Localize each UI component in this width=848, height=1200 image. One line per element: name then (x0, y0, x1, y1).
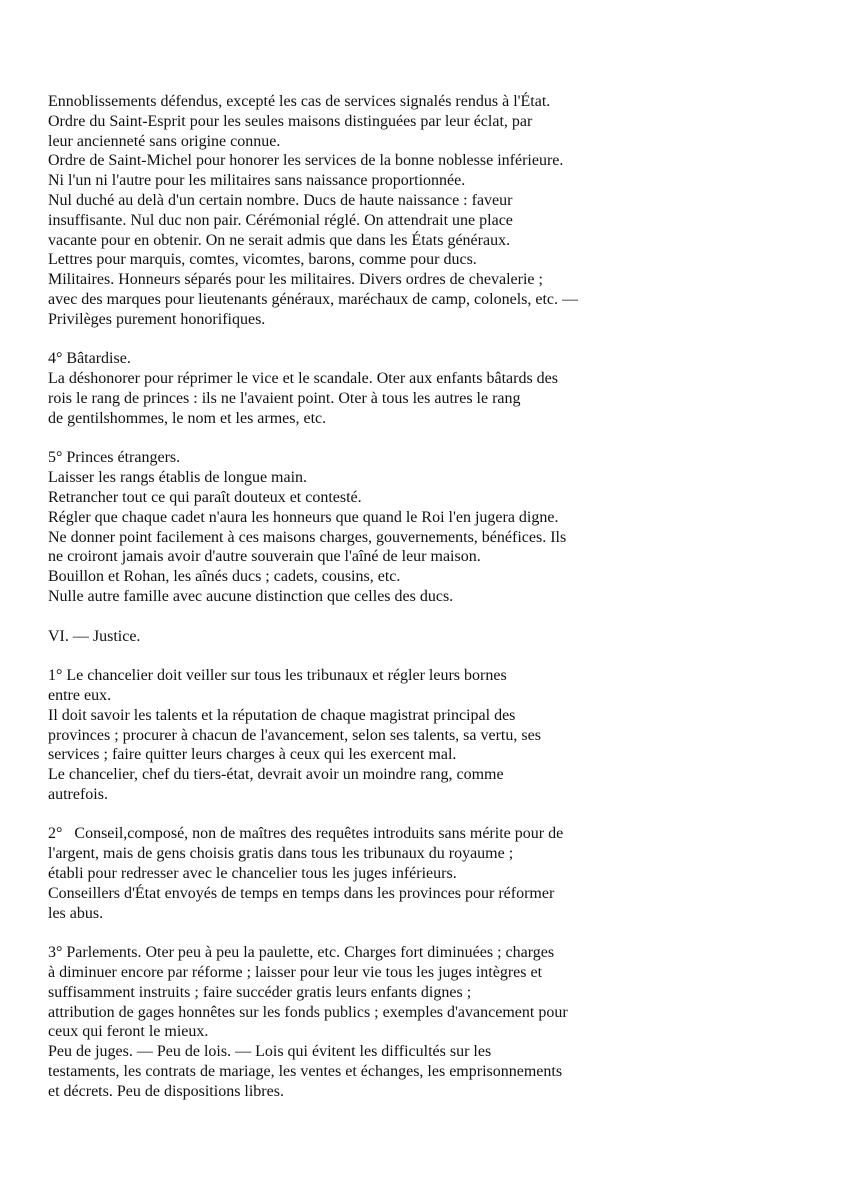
text-line: Régler que chaque cadet n'aura les honneurs que quand le Roi l'en jugera digne. (48, 508, 559, 526)
text-line: rois le rang de princes : ils ne l'avaient point. Oter à tous les autres le rang (48, 389, 521, 407)
text-line: attribution de gages honnêtes sur les fonds publics ; exemples d'avancement pour (48, 1003, 568, 1021)
text-line: Nulle autre famille avec aucune distinction que celles des ducs. (48, 587, 454, 605)
paragraph-batardise (48, 349, 828, 428)
text-line: avec des marques pour lieutenants généraux, maréchaux de camp, colonels, etc. — (48, 290, 579, 308)
text-line: Lettres pour marquis, comtes, vicomtes, barons, comme pour ducs. (48, 251, 477, 269)
text-line: entre eux. (48, 686, 112, 704)
text-line: Privilèges purement honorifiques. (48, 310, 266, 328)
text-line: suffisamment instruits ; faire succéder gratis leurs enfants dignes ; (48, 983, 472, 1001)
text-line: autrefois. (48, 785, 108, 803)
text-line: La déshonorer pour réprimer le vice et le scandale. Oter aux enfants bâtards des (48, 370, 558, 388)
section-heading: 4° Bâtardise. (48, 350, 131, 368)
text-line: leur ancienneté sans origine connue. (48, 132, 281, 150)
paragraph-spacer (48, 646, 828, 666)
text-line: de gentilshommes, le nom et les armes, etc. (48, 409, 327, 427)
text-line: ceux qui feront le mieux. (48, 1023, 209, 1041)
text-line: ne croiront jamais avoir d'autre souverain que l'aîné de leur maison. (48, 548, 481, 566)
document-page (48, 92, 828, 1102)
text-line: testaments, les contrats de mariage, les ventes et échanges, les emprisonnements (48, 1063, 563, 1081)
paragraph-chancelier (48, 666, 828, 805)
text-line: Il doit savoir les talents et la réputation de chaque magistrat principal des (48, 706, 516, 724)
text-line: et décrets. Peu de dispositions libres. (48, 1082, 284, 1100)
text-line: 1° Le chancelier doit veiller sur tous les tribunaux et régler leurs bornes (48, 667, 507, 685)
paragraph-spacer (48, 607, 828, 627)
text-line: Conseillers d'État envoyés de temps en temps dans les provinces pour réformer (48, 884, 555, 902)
text-line: 3° Parlements. Oter peu à peu la paulette, etc. Charges fort diminuées ; charges (48, 944, 555, 962)
text-line: Bouillon et Rohan, les aînés ducs ; cadets, cousins, etc. (48, 568, 401, 586)
text-line: Ne donner point facilement à ces maisons charges, gouvernements, bénéfices. Ils (48, 528, 567, 546)
section-heading: 5° Princes étrangers. (48, 449, 181, 467)
section-heading: VI. — Justice. (48, 627, 141, 645)
paragraph-spacer (48, 429, 828, 449)
text-line: à diminuer encore par réforme ; laisser pour leur vie tous les juges intègres et (48, 964, 543, 982)
text-line: vacante pour en obtenir. On ne serait admis que dans les États généraux. (48, 231, 511, 249)
text-line: Ordre du Saint-Esprit pour les seules maisons distinguées par leur éclat, par (48, 112, 533, 130)
paragraph-parlements (48, 943, 828, 1101)
text-line: Ordre de Saint-Michel pour honorer les services de la bonne noblesse inférieure. (48, 152, 564, 170)
text-line: l'argent, mais de gens choisis gratis dans tous les tribunaux du royaume ; (48, 845, 514, 863)
paragraph-spacer (48, 923, 828, 943)
text-line: Peu de juges. — Peu de lois. — Lois qui évitent les difficultés sur les (48, 1043, 492, 1061)
text-line: établi pour redresser avec le chancelier tous les juges inférieurs. (48, 865, 457, 883)
section-title-justice (48, 627, 828, 647)
text-line: services ; faire quitter leurs charges à ceux qui les exercent mal. (48, 746, 457, 764)
paragraph-ennoblissements (48, 92, 828, 330)
text-line: 2° Conseil,composé, non de maîtres des requêtes introduits sans mérite pour de (48, 825, 564, 843)
text-line: Ni l'un ni l'autre pour les militaires sans naissance proportionnée. (48, 172, 466, 190)
text-line: Ennoblissements défendus, excepté les cas de services signalés rendus à l'État. (48, 93, 551, 110)
text-line: Laisser les rangs établis de longue main. (48, 469, 308, 487)
text-line: Le chancelier, chef du tiers-état, devrait avoir un moindre rang, comme (48, 766, 504, 784)
text-line: les abus. (48, 904, 104, 922)
text-line: provinces ; procurer à chacun de l'avancement, selon ses talents, sa vertu, ses (48, 726, 541, 744)
paragraph-conseil (48, 824, 828, 923)
text-line: Retrancher tout ce qui paraît douteux et contesté. (48, 488, 362, 506)
text-line: Nul duché au delà d'un certain nombre. Ducs de haute naissance : faveur (48, 191, 513, 209)
text-line: insuffisante. Nul duc non pair. Cérémonial réglé. On attendrait une place (48, 211, 513, 229)
paragraph-spacer (48, 805, 828, 825)
text-line: Militaires. Honneurs séparés pour les militaires. Divers ordres de chevalerie ; (48, 271, 543, 289)
paragraph-spacer (48, 330, 828, 350)
paragraph-princes-etrangers (48, 448, 828, 606)
